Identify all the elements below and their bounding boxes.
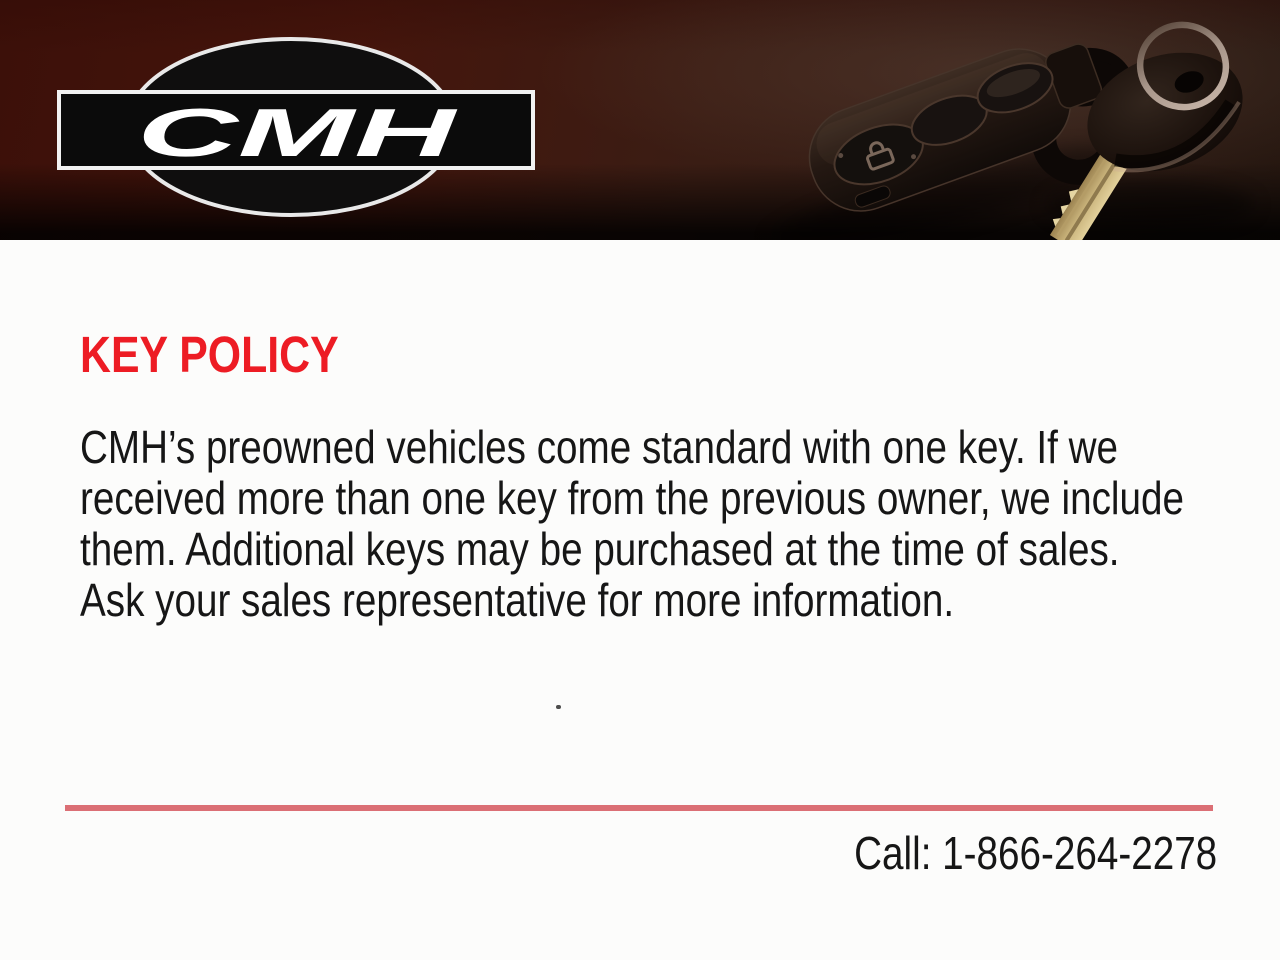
speck-artifact [556,705,561,709]
paragraph-line: Ask your sales representative for more information. [80,574,955,626]
cmh-logo-text: CMH [137,95,459,171]
call-phone-number: Call: 1-866-264-2278 [853,827,1217,879]
header-banner [0,0,1280,240]
paragraph-line: them. Additional keys may be purchased at the time of sales. [80,523,1120,575]
policy-paragraph [80,422,1280,626]
red-divider-line [65,805,1213,811]
paragraph-line: received more than one key from the previous owner, we include [80,472,1184,524]
paragraph-line: CMH’s preowned vehicles come standard with one key. If we [80,421,1119,473]
cmh-logo [57,36,535,218]
key-policy-heading: KEY POLICY [80,326,339,383]
